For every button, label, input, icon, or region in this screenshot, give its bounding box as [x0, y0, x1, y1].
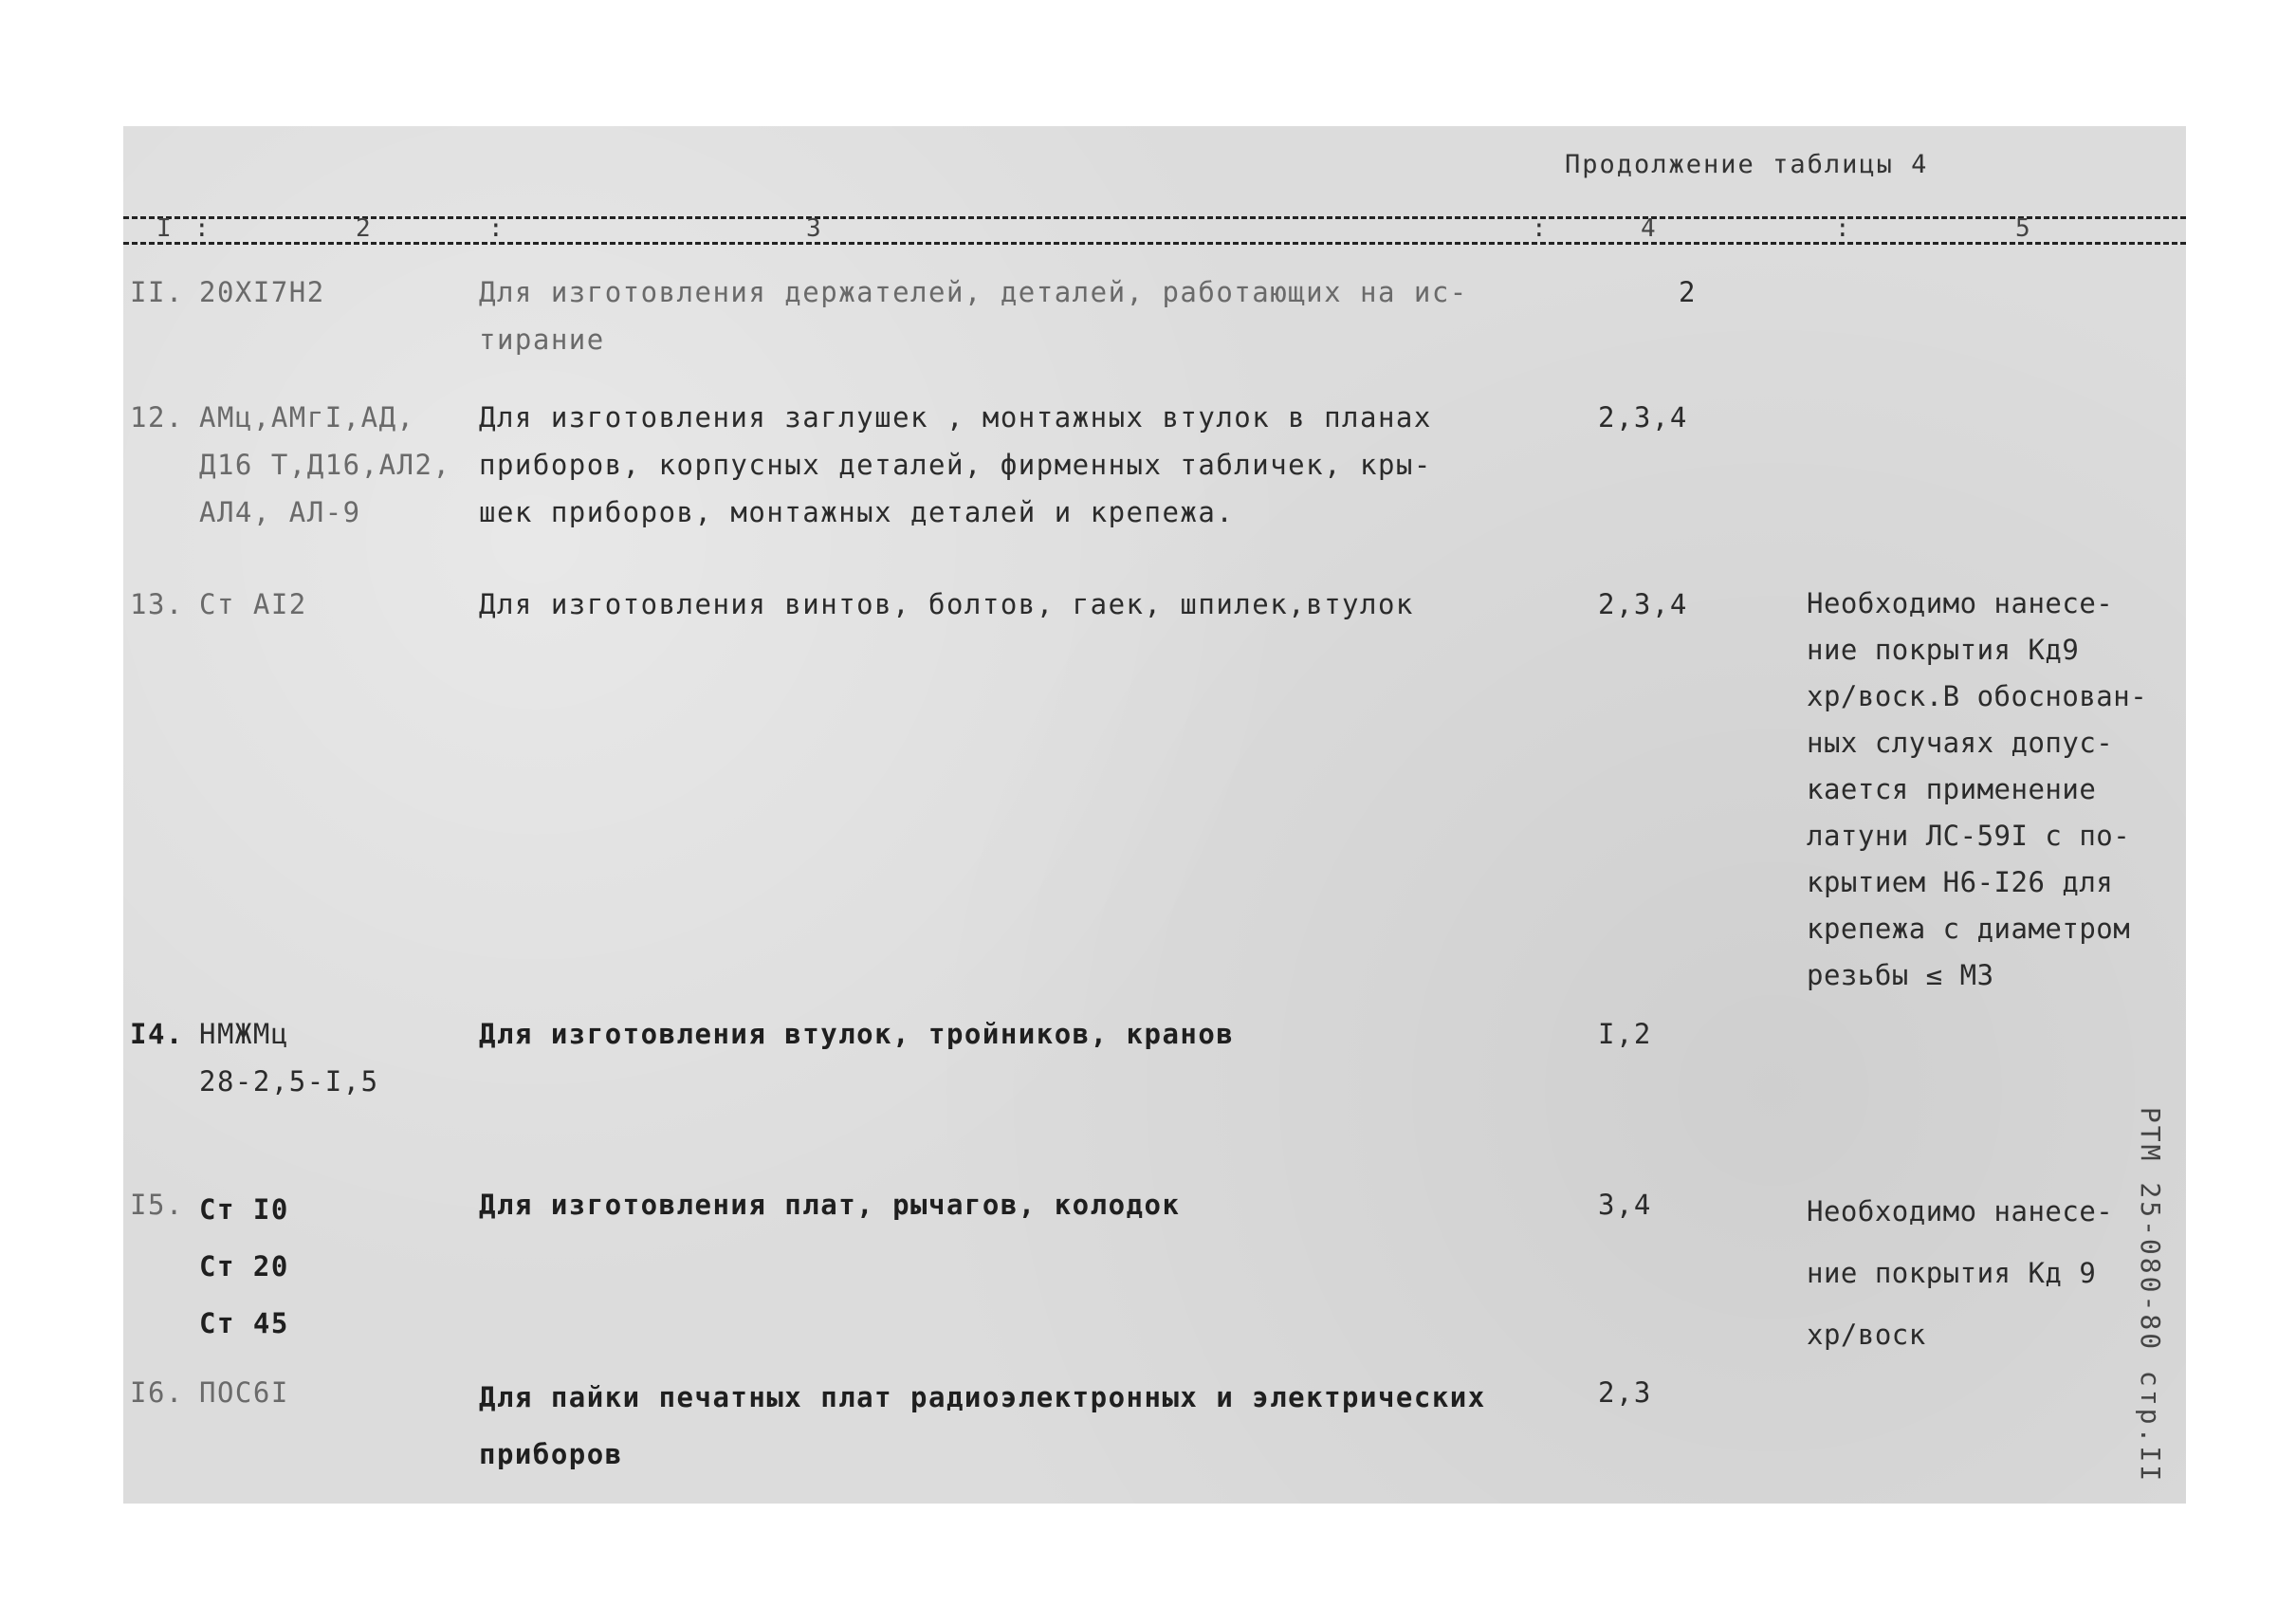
- row-number: 13.: [130, 588, 184, 620]
- row-material: Ст АI2: [199, 588, 307, 620]
- row-number: I5.: [130, 1189, 184, 1221]
- row-material: Ст I0 Ст 20 Ст 45: [199, 1193, 289, 1339]
- row-note: Необходимо нанесе- ние покрытия Кд 9 хр/воск: [1807, 1195, 2114, 1351]
- row-purpose: Для изготовления заглушек , монтажных втулок в планах приборов, корпусных деталей, фирменных табличек, кры- шек приборов, монтажных деталей и крепежа.: [479, 401, 1432, 528]
- row-group: 2,3,4: [1598, 588, 1688, 620]
- document-code-text: РТМ 25-080-80 стр.II: [2135, 1106, 2167, 1484]
- header-separator: :: [488, 214, 504, 243]
- row-material: ПОС6I: [199, 1376, 289, 1409]
- header-separator: :: [1835, 214, 1850, 243]
- row-material: АМц,АМгI,АД, Д16 Т,Д16,АЛ2, АЛ4, АЛ-9: [199, 401, 451, 528]
- header-separator: :: [1532, 214, 1547, 243]
- header-col-5: 5: [2015, 214, 2030, 243]
- header-bottom-rule: [123, 242, 2186, 245]
- row-purpose: Для изготовления плат, рычагов, колодок: [479, 1189, 1181, 1221]
- row-group: 3,4: [1598, 1189, 1652, 1221]
- row-purpose: Для изготовления винтов, болтов, гаек, шпилек,втулок: [479, 588, 1414, 620]
- header-col-2: 2: [356, 214, 371, 243]
- row-purpose: Для изготовления втулок, тройников, кранов: [479, 1018, 1235, 1050]
- row-number: II.: [130, 276, 184, 308]
- header-top-rule: [123, 216, 2186, 219]
- row-number: 12.: [130, 401, 184, 434]
- row-purpose: Для пайки печатных плат радиоэлектронных и электрических приборов: [479, 1381, 1486, 1470]
- header-separator: :: [194, 214, 210, 243]
- row-material: 20XI7H2: [199, 276, 325, 308]
- document-code-mark: [2132, 1091, 2170, 1499]
- header-col-4: 4: [1641, 214, 1656, 243]
- row-material: НМЖМц 28-2,5-I,5: [199, 1018, 379, 1098]
- row-number: I6.: [130, 1376, 184, 1409]
- row-group: 2,3: [1598, 1376, 1652, 1409]
- row-group: I,2: [1598, 1018, 1652, 1050]
- row-number: I4.: [130, 1018, 184, 1050]
- row-group: 2: [1679, 276, 1697, 308]
- row-purpose: Для изготовления держателей, деталей, работающих на ис- тирание: [479, 276, 1468, 356]
- header-col-1: I: [156, 214, 172, 243]
- table-caption: Продолжение таблицы 4: [1565, 150, 1929, 179]
- row-group: 2,3,4: [1598, 401, 1688, 434]
- row-note: Необходимо нанесе- ние покрытия Кд9 хр/воск.В обоснован- ных случаях допус- кается применение латуни ЛС-59I с по- крытием Н6-I26 для крепежа с диаметром резьбы ≤ М3: [1807, 587, 2148, 991]
- header-col-3: 3: [806, 214, 821, 243]
